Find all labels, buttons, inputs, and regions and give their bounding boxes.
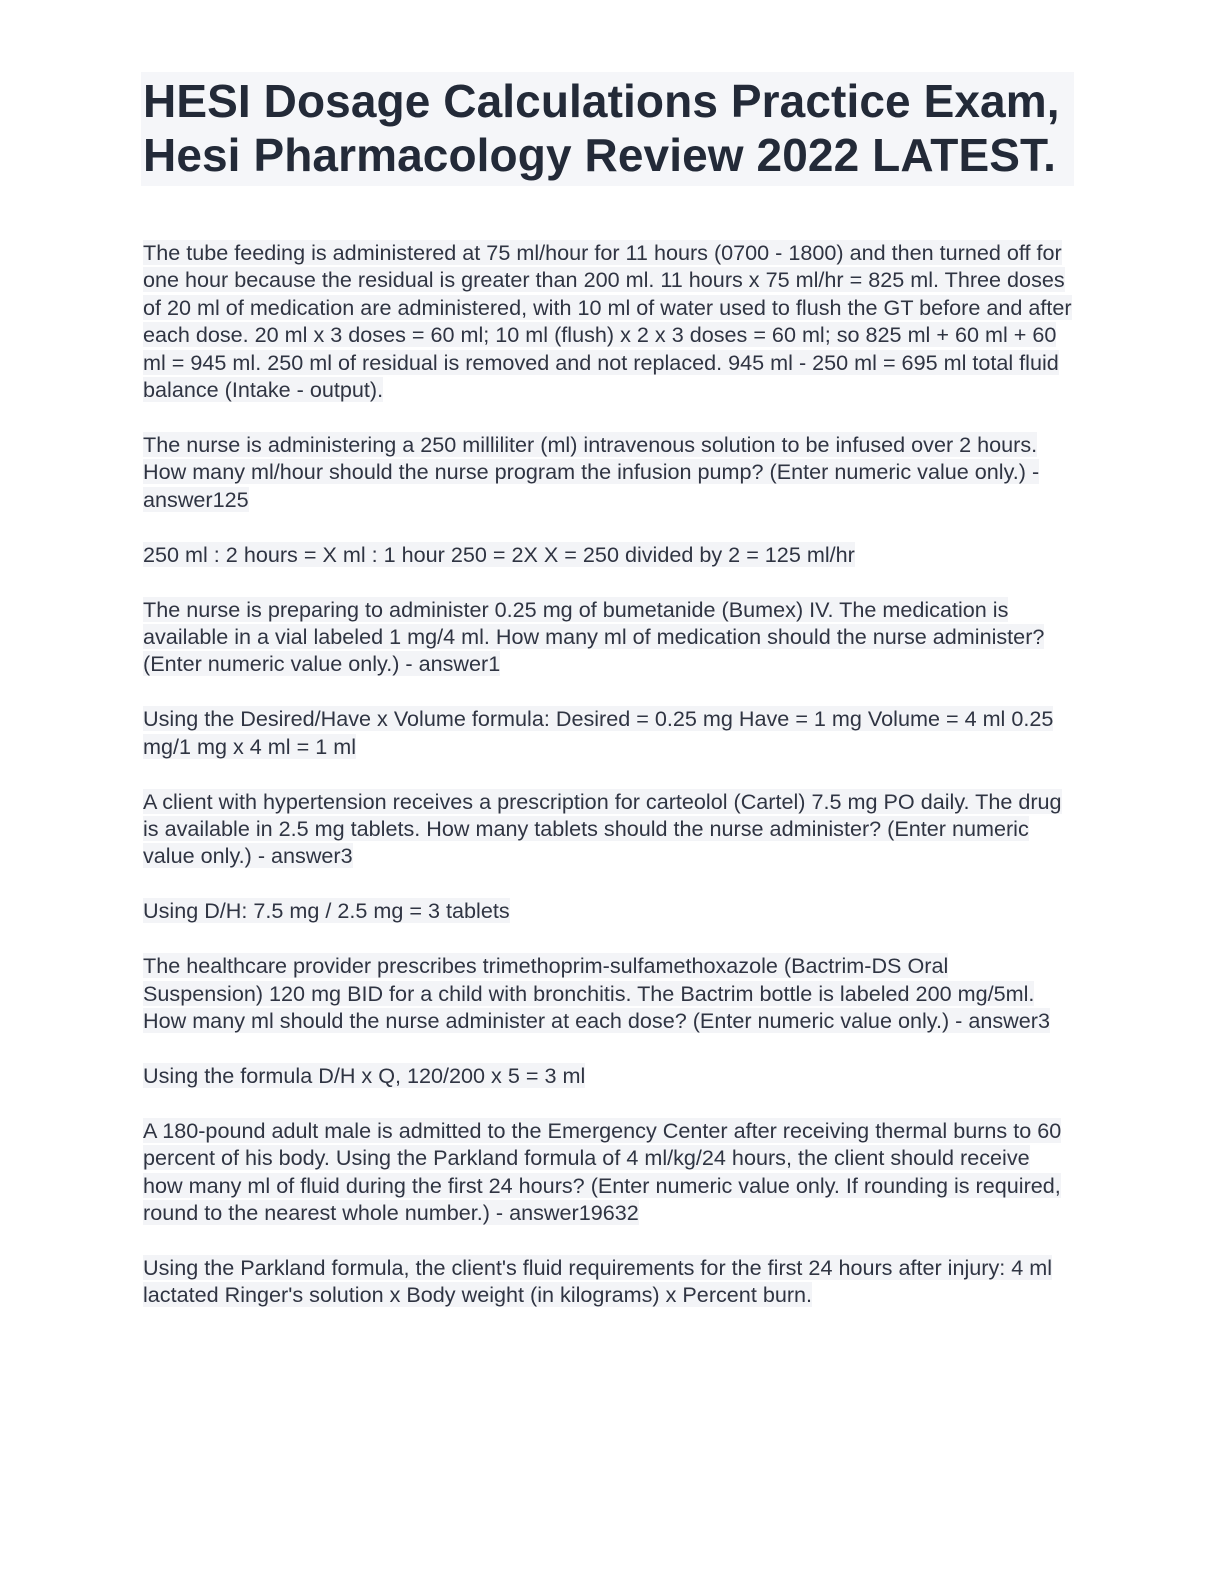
question-iv-infusion: [143, 431, 1074, 513]
document-body: [143, 239, 1074, 1309]
paragraph-text: Using the Parkland formula, the client's fluid requirements for the first 24 hours after injury: 4 ml lactated Ringer's solution x Body weight (in kilograms) x Percent burn.: [143, 1254, 1053, 1308]
question-bumetanide: [143, 596, 1074, 678]
paragraph-text: A 180-pound adult male is admitted to the Emergency Center after receiving thermal burns to 60 percent of his body. Using the Parkland formula of 4 ml/kg/24 hours, the client should receive how many ml of fluid during the first 24 hours? (Enter numeric value only. If rounding is required, round to the nearest whole number.) - answer19632: [143, 1117, 1062, 1226]
paragraph-text: The nurse is preparing to administer 0.25 mg of bumetanide (Bumex) IV. The medication is available in a vial labeled 1 mg/4 ml. How many ml of medication should the nurse administer? (Enter numeric value only.) - answer1: [143, 596, 1045, 677]
answer-bactrim: [143, 1062, 1074, 1089]
paragraph-text: Using the Desired/Have x Volume formula: Desired = 0.25 mg Have = 1 mg Volume = 4 ml 0.25 mg/1 mg x 4 ml = 1 ml: [143, 706, 1054, 759]
paragraph-text: Using D/H: 7.5 mg / 2.5 mg = 3 tablets: [143, 898, 510, 924]
document-title: HESI Dosage Calculations Practice Exam, Hesi Pharmacology Review 2022 LATEST.: [143, 75, 1060, 181]
answer-carteolol: [143, 897, 1074, 924]
paragraph-tube-feeding: [143, 239, 1074, 403]
question-bactrim: [143, 952, 1074, 1034]
document-page: [143, 72, 1074, 1336]
paragraph-text: The nurse is administering a 250 milliliter (ml) intravenous solution to be infused over 2 hours. How many ml/hour should the nurse program the infusion pump? (Enter numeric value only.) - answer125: [143, 431, 1040, 512]
paragraph-text: Using the formula D/H x Q, 120/200 x 5 = 3 ml: [143, 1062, 586, 1088]
paragraph-text: The tube feeding is administered at 75 ml/hour for 11 hours (0700 - 1800) and then turned off for one hour because the residual is greater than 200 ml. 11 hours x 75 ml/hr = 825 ml. Three doses of 20 ml of medication are administered, with 10 ml of water used to flush the GT before and after each dose. 20 ml x 3 doses = 60 ml; 10 ml (flush) x 2 x 3 doses = 60 ml; so 825 ml + 60 ml + 60 ml = 945 ml. 250 ml of residual is removed and not replaced. 945 ml - 250 ml = 695 ml total fluid balance (Intake - output).: [143, 240, 1072, 403]
paragraph-text: A client with hypertension receives a prescription for carteolol (Cartel) 7.5 mg PO daily. The drug is available in 2.5 mg tablets. How many tablets should the nurse administer? (Enter numeric value only.) - answer3: [143, 788, 1062, 869]
paragraph-text: The healthcare provider prescribes trimethoprim-sulfamethoxazole (Bactrim-DS Oral Suspension) 120 mg BID for a child with bronchitis. The Bactrim bottle is labeled 200 mg/5ml. How many ml should the nurse administer at each dose? (Enter numeric value only.) - answer3: [143, 953, 1050, 1034]
title-block: [141, 72, 1074, 186]
question-parkland: [143, 1117, 1074, 1227]
answer-parkland: [143, 1254, 1074, 1309]
question-carteolol: [143, 788, 1074, 870]
answer-bumetanide: [143, 705, 1074, 760]
paragraph-text: 250 ml : 2 hours = X ml : 1 hour 250 = 2X X = 250 divided by 2 = 125 ml/hr: [143, 541, 855, 567]
answer-iv-infusion: [143, 541, 1074, 568]
